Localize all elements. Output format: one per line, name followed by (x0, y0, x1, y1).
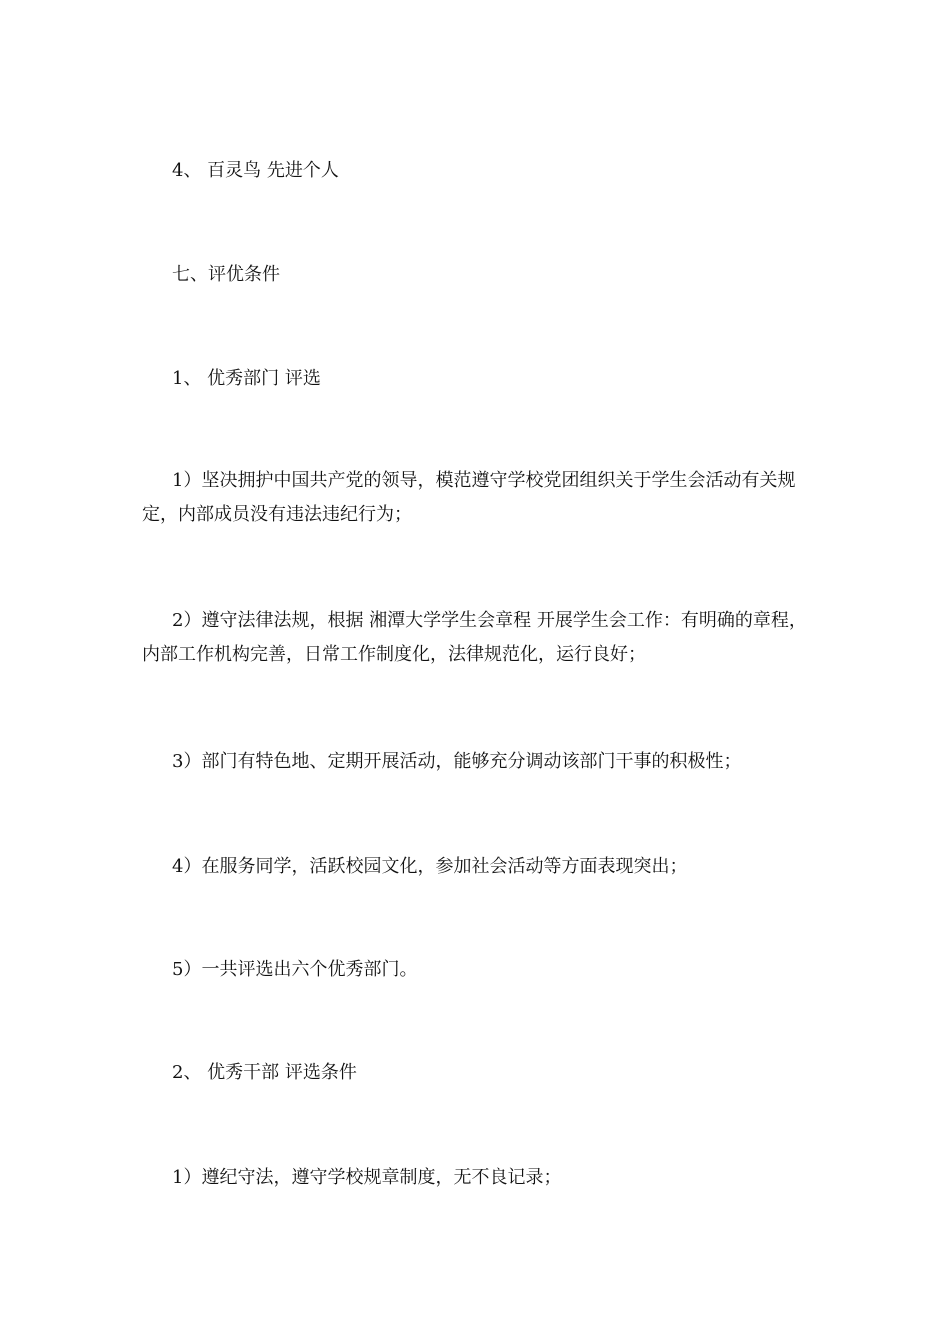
subsection-heading-excellent-department: 1、 优秀部门 评选 (172, 368, 321, 389)
department-criterion-5: 5）一共评选出六个优秀部门。 (172, 959, 418, 980)
cadre-criterion-1: 1）遵纪守法，遵守学校规章制度，无不良记录； (172, 1167, 562, 1188)
section-heading-evaluation-conditions: 七、评优条件 (172, 264, 280, 285)
subsection-heading-excellent-cadre: 2、 优秀干部 评选条件 (172, 1062, 357, 1083)
department-criterion-2: 2）遵守法律法规，根据 湘潭大学学生会章程 开展学生会工作：有明确的章程，内部工作机构完善，日常工作制度化，法律规范化，运行良好； (142, 610, 807, 665)
department-criterion-4: 4）在服务同学，活跃校园文化，参加社会活动等方面表现突出； (172, 856, 688, 877)
department-criterion-1: 1）坚决拥护中国共产党的领导，模范遵守学校党团组织关于学生会活动有关规定，内部成员没有违法违纪行为； (142, 470, 796, 525)
department-criterion-3: 3）部门有特色地、定期开展活动，能够充分调动该部门干事的积极性； (172, 751, 742, 772)
award-item-4: 4、 百灵鸟 先进个人 (172, 160, 339, 181)
